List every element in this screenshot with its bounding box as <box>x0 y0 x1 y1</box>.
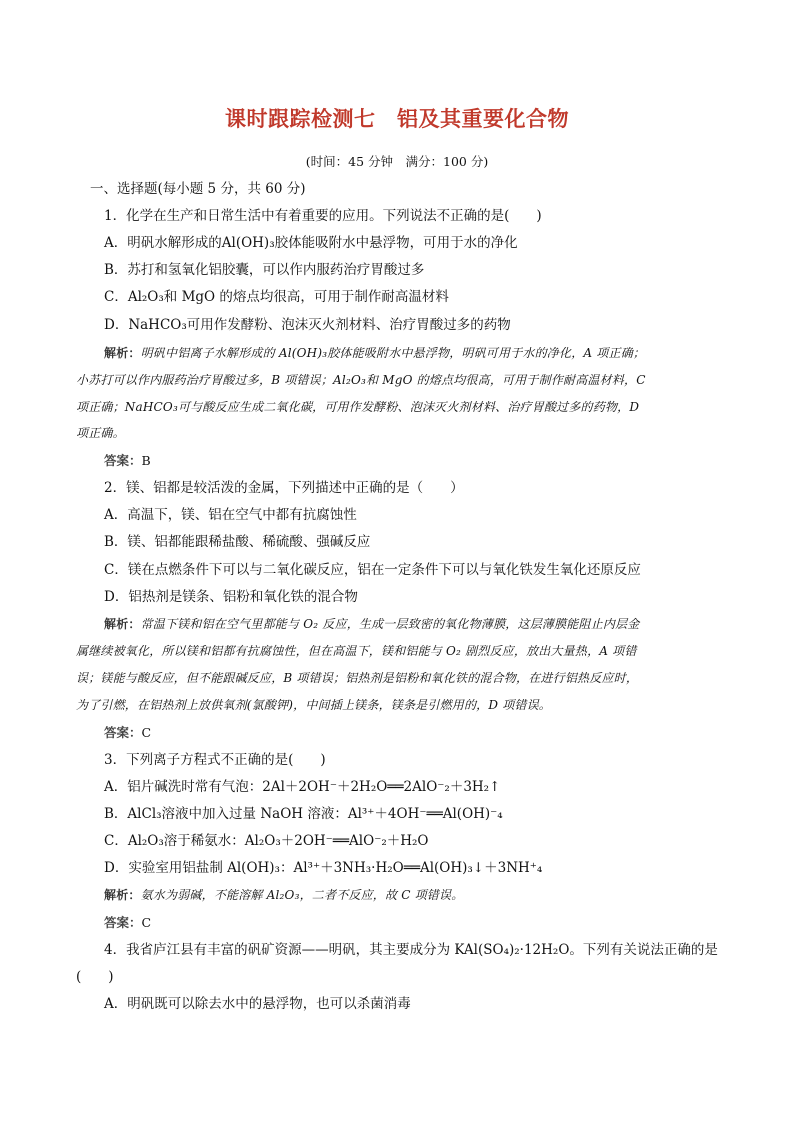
answer-label: 答案： <box>104 453 142 468</box>
page-title: 课时跟踪检测七 铝及其重要化合物 <box>225 107 569 131</box>
exam-info: (时间：45 分钟 满分：100 分) <box>305 154 489 169</box>
question-2-explanation-line-1: 解析：常温下镁和铝在空气里都能与 O₂ 反应，生成一层致密的氧化物薄膜，这层薄膜能阻止内层金 <box>104 617 640 631</box>
question-1-option-b: B．苏打和氢氧化铝胶囊，可以作内服药治疗胃酸过多 <box>104 262 425 278</box>
question-1-option-a: A．明矾水解形成的Al(OH)₃胶体能吸附水中悬浮物，可用于水的净化 <box>104 235 518 251</box>
explanation-label: 解析： <box>104 617 141 631</box>
question-3-option-c: C．Al₂O₃溶于稀氨水：Al₂O₃＋2OH⁻══AlO⁻₂＋H₂O <box>104 833 429 849</box>
question-2-option-b: B．镁、铝都能跟稀盐酸、稀硫酸、强碱反应 <box>104 534 371 550</box>
question-3-explanation-line-1: 解析：氨水为弱碱，不能溶解 Al₂O₃，二者不反应，故 C 项错误。 <box>104 888 464 902</box>
question-3-option-b: B．AlCl₃溶液中加入过量 NaOH 溶液：Al³⁺＋4OH⁻══Al(OH)⁻₄ <box>104 806 503 822</box>
question-3-stem: 3．下列离子方程式不正确的是( ) <box>104 752 326 768</box>
question-2-option-c: C．镁在点燃条件下可以与二氧化碳反应，铝在一定条件下可以与氧化铁发生氧化还原反应 <box>104 562 641 578</box>
answer-label: 答案： <box>104 915 142 930</box>
question-2-explanation-line-3: 误；镁能与酸反应，但不能跟碱反应，B 项错误；铝热剂是铝粉和氧化铁的混合物，在进行铝热反应时， <box>76 671 639 685</box>
answer-label: 答案： <box>104 725 142 740</box>
question-2-explanation-line-2: 属继续被氧化，所以镁和铝都有抗腐蚀性，但在高温下，镁和铝能与 O₂ 剧烈反应，放出大量热，A 项错 <box>76 644 637 658</box>
question-2-answer: 答案：C <box>104 725 152 740</box>
question-3-answer: 答案：C <box>104 915 152 930</box>
question-3-option-a: A．铝片碱洗时常有气泡：2Al＋2OH⁻＋2H₂O══2AlO⁻₂＋3H₂↑ <box>104 779 501 795</box>
question-4-stem-line-1: 4．我省庐江县有丰富的矾矿资源——明矾，其主要成分为 KAl(SO₄)₂·12H₂O。下列有关说法正确的是 <box>104 942 718 958</box>
question-2-option-a: A．高温下，镁、铝在空气中都有抗腐蚀性 <box>104 507 357 523</box>
question-2-explanation-line-4: 为了引燃，在铝热剂上放供氧剂(氯酸钾)，中间插上镁条，镁条是引燃用的，D 项错误。 <box>76 698 552 712</box>
explanation-label: 解析： <box>104 888 141 902</box>
question-2-stem: 2．镁、铝都是较活泼的金属，下列描述中正确的是（ ） <box>104 480 464 496</box>
section-heading: 一、选择题(每小题 5 分，共 60 分) <box>90 181 306 197</box>
explanation-label: 解析： <box>104 346 141 360</box>
question-1-option-c: C．Al₂O₃和 MgO 的熔点均很高，可用于制作耐高温材料 <box>104 289 449 305</box>
question-4-stem-line-2: ( ) <box>76 969 114 985</box>
question-1-explanation-line-3: 项正确；NaHCO₃可与酸反应生成二氧化碳，可用作发酵粉、泡沫灭火剂材料、治疗胃酸过多的药物，D <box>76 400 640 414</box>
question-2-option-d: D．铝热剂是镁条、铝粉和氧化铁的混合物 <box>104 589 358 605</box>
question-1-option-d: D．NaHCO₃可用作发酵粉、泡沫灭火剂材料、治疗胃酸过多的药物 <box>104 317 511 333</box>
question-1-explanation-line-4: 项正确。 <box>76 426 125 440</box>
question-4-option-a: A．明矾既可以除去水中的悬浮物，也可以杀菌消毒 <box>104 996 411 1012</box>
question-1-explanation-line-2: 小苏打可以作内服药治疗胃酸过多，B 项错误；Al₂O₃和 MgO 的熔点均很高，可用于制作耐高温材料，C <box>76 373 646 387</box>
question-1-answer: 答案：B <box>104 453 151 468</box>
question-1-stem: 1．化学在生产和日常生活中有着重要的应用。下列说法不正确的是( ) <box>104 208 542 224</box>
question-1-explanation-line-1: 解析：明矾中铝离子水解形成的 Al(OH)₃胶体能吸附水中悬浮物，明矾可用于水的净化，A 项正确； <box>104 346 646 360</box>
question-3-option-d: D．实验室用铝盐制 Al(OH)₃：Al³⁺＋3NH₃·H₂O══Al(OH)₃↓＋3NH⁺₄ <box>104 860 543 876</box>
